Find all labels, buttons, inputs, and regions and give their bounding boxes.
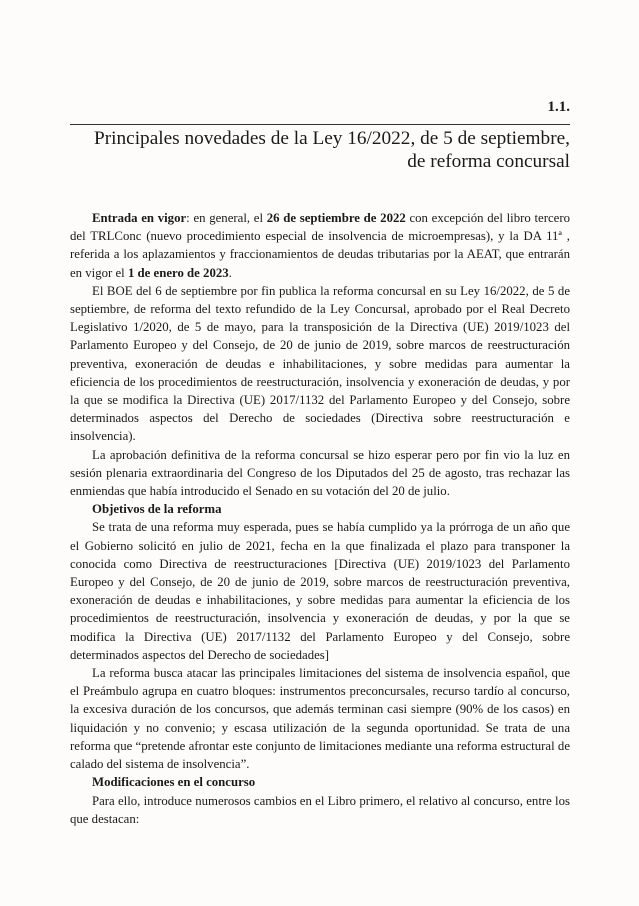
paragraph-limitaciones: La reforma busca atacar las principales limitaciones del sistema de insolvencia español, que el Preámbulo agrupa en cuatro bloques: instrumentos preconcursales, recurso tardío al concurso, la excesiva duración de los concursos, que además terminan casi siempre (90% de los casos) en liquidación y no convenio; y escasa utilización de la segunda oportunidad. Se trata de una reforma que “pretende afrontar este conjunto de limitaciones mediante una reforma estructural de calado del sistema de insolvencia”.	[70, 666, 570, 772]
paragraph-cambios: Para ello, introduce numerosos cambios en el Libro primero, el relativo al concurso, entre los que destacan:	[70, 793, 570, 826]
heading-modificaciones: Modificaciones en el concurso	[92, 775, 256, 790]
date-effective: 26 de septiembre de 2022	[266, 211, 406, 225]
paragraph-aprobacion: La aprobación definitiva de la reforma concursal se hizo esperar pero por fin vio la luz en sesión plenaria extraordinaria del Congreso de los Diputados del 25 de agosto, tras rechazar las enmiendas que había introducido el Senado en su votación del 20 de julio.	[70, 447, 570, 499]
paragraph-boe: El BOE del 6 de septiembre por fin publica la reforma concursal en su Ley 16/2022, de 5 de septiembre, de reforma del texto refundido de la Ley Concursal, aprobado por el Real Decreto Legislativo 1/2020, de 5 de mayo, para la transposición de la Directiva (UE) 2019/1023 del Parlamento Europeo y del Consejo, de 20 de junio de 2019, sobre marcos de reestructuración preventiva, exoneración de deudas e inhabilitaciones, y sobre medidas para aumentar la eficiencia de los procedimientos de reestructuración, insolvencia y exoneración de deudas, y por la que se modifica la Directiva (UE) 2017/1132 del Parlamento Europeo y del Consejo, sobre determinados aspectos del Derecho de sociedades (Directiva sobre reestructuración e insolvencia).	[70, 283, 570, 444]
title-line-1: Principales novedades de la Ley 16/2022, de 5 de septiembre,	[94, 128, 570, 149]
paragraph-objetivos: Se trata de una reforma muy esperada, pues se había cumplido ya la prórroga de un año que el Gobierno solicitó en julio de 2021, fecha en la que finalizada el plazo para transponer la conocida como Directiva de reestructuraciones [Directiva (UE) 2019/1023 del Parlamento Europeo y del Consejo, de 20 de junio de 2019, sobre marcos de reestructuración preventiva, exoneración de deudas e inhabilitaciones, y sobre medidas para aumentar la eficiencia de los procedimientos de reestructuración, insolvencia y exoneración de deudas, y por la que se modifica la Directiva (UE) 2017/1132 del Parlamento Europeo y del Consejo, sobre determinados aspectos del Derecho de sociedades]	[70, 520, 570, 662]
paragraph-text: : en general, el	[186, 211, 267, 225]
header-rule	[70, 124, 570, 125]
entrada-en-vigor-label: Entrada en vigor	[92, 211, 187, 225]
paragraph-entrada-en-vigor	[70, 209, 570, 282]
document-body	[70, 209, 570, 828]
section-number: 1.1.	[547, 99, 570, 115]
paragraph-text: .	[228, 265, 232, 280]
title-line-2: de reforma concursal	[407, 150, 570, 172]
paragraph-text: con excepción del libro tercero del TRLConc (nuevo procedimiento especial de insolvencia de microempresas), y la DA 11ª , referida a los aplazamientos y fraccionamientos de deudas tributarias por la AEAT, que entrarán en vigor el	[70, 211, 570, 280]
page-title	[70, 128, 570, 173]
date-effective-2023: 1 de enero de 2023	[127, 265, 229, 280]
heading-objetivos: Objetivos de la reforma	[92, 502, 222, 517]
